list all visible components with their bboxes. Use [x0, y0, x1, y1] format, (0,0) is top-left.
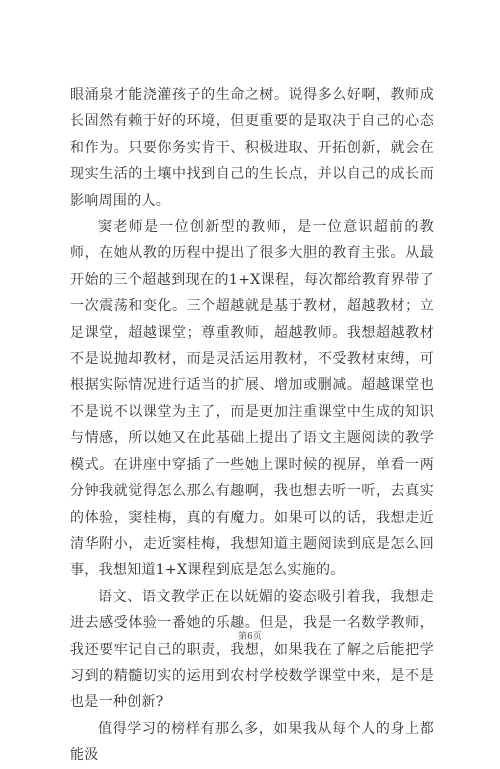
paragraph-1: 眼涌泉才能浇灌孩子的生命之树。说得多么好啊，教师成长固然有赖于好的环境，但更重要的是取决于自己的心态和作为。只要你务实肯干、积极进取、开拓创新，就会在现实生活的土壤中找到自己的生长点，并以自己的成长而影响周围的人。	[70, 87, 434, 209]
body-text	[70, 82, 434, 769]
page-number: 第6页	[238, 632, 262, 642]
paragraph-4: 值得学习的榜样有那么多，如果我从每个人的身上都能汲	[70, 720, 434, 764]
paragraph-3: 语文、语文教学正在以妩媚的姿态吸引着我，我想走进去感受体验一番她的乐趣。但是，我是一名数学教师，我还要牢记自己的职责，我想，如果我在了解之后能把学习到的精髓切实的运用到农村学校数学课堂中来，是不是也是一种创新?	[70, 588, 434, 711]
paragraph-2: 窦老师是一位创新型的教师，是一位意识超前的教师，在她从教的历程中提出了很多大胆的教育主张。从最开始的三个超越到现在的1+X课程，每次都给教育界带了一次震荡和变化。三个超越就是基于教材，超越教材；立足课堂，超越课堂；尊重教师，超越教师。我想超越教材不是说抛却教材，而是灵活运用教材，不受教材束缚，可根据实际情况进行适当的扩展、增加或删减。超越课堂也不是说不以课堂为主了，而是更加注重课堂中生成的知识与情感，所以她又在此基础上提出了语文主题阅读的教学模式。在讲座中穿插了一些她上课时候的视屏，单看一两分钟我就觉得怎么那么有趣啊，我也想去听一听，去真实的体验，窦桂梅，真的有魔力。如果可以的话，我想走近清华附小，走近窦桂梅，我想知道主题阅读到底是怎么回事，我想知道1+X课程到底是怎么实施的。	[70, 219, 434, 579]
